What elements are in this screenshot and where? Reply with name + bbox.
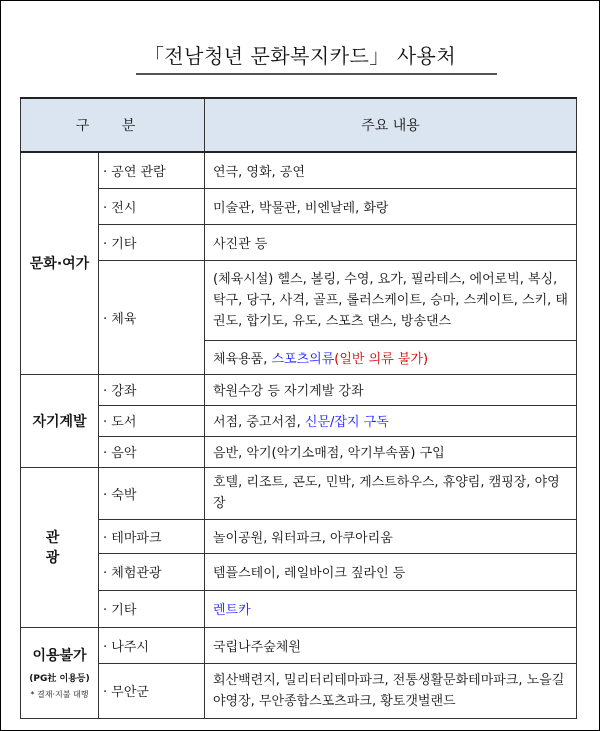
- subcategory: · 체험관광: [99, 553, 205, 590]
- content-cell: 국립나주숲체원: [205, 627, 577, 663]
- category-culture: 문화·여가: [21, 152, 99, 374]
- table-row: [21, 436, 577, 467]
- title-underline: [136, 73, 497, 75]
- subcategory: · 무안군: [99, 663, 205, 718]
- subcategory: · 전시: [99, 188, 205, 224]
- subcategory: · 나주시: [99, 627, 205, 663]
- table-row: [21, 260, 577, 340]
- table-header-row: [21, 98, 577, 152]
- category-selfdev: 자기계발: [21, 374, 99, 467]
- table-row: [21, 553, 577, 590]
- subcategory: · 도서: [99, 405, 205, 436]
- subcategory: · 기타: [99, 590, 205, 627]
- content-cell: 템플스테이, 레일바이크 짚라인 등: [205, 553, 577, 590]
- header-content: 주요 내용: [205, 98, 577, 152]
- content-cell: (체육시설) 헬스, 볼링, 수영, 요가, 필라테스, 에어로빅, 복싱, 탁구, 당구, 사격, 골프, 롤러스케이트, 승마, 스케이트, 스키, 태권도, 합기도, 유도, 스포츠 댄스, 방송댄스: [205, 260, 577, 340]
- subcategory: · 강좌: [99, 374, 205, 405]
- subcategory: · 음악: [99, 436, 205, 467]
- page-title: 「전남청년 문화복지카드」 사용처: [143, 44, 457, 68]
- table-row: [21, 188, 577, 224]
- subcategory: · 체육: [99, 260, 205, 374]
- category-restricted: 이용불가 (PG社 이용등) * 결재·지불 대행: [21, 627, 99, 718]
- table-row: [21, 590, 577, 627]
- content-cell: 서점, 중고서점, 신문/잡지 구독: [205, 405, 577, 436]
- venue-table: [20, 97, 577, 719]
- table-row: [21, 519, 577, 553]
- category-tourism: 관 광: [21, 467, 99, 627]
- content-cell: 놀이공원, 워터파크, 아쿠아리움: [205, 519, 577, 553]
- header-category: 구 분: [21, 98, 205, 152]
- subcategory: · 테마파크: [99, 519, 205, 553]
- content-cell: 호텔, 리조트, 콘도, 민박, 게스트하우스, 휴양림, 캠핑장, 야영장: [205, 467, 577, 519]
- table-row: [21, 152, 577, 188]
- content-cell: 체육용품, 스포츠의류(일반 의류 불가): [205, 340, 577, 374]
- subcategory: · 공연 관람: [99, 152, 205, 188]
- content-cell: 회산백련지, 밀리터리테마파크, 전통생활문화테마파크, 노을길야영장, 무안종합스포츠파크, 황토갯벌랜드: [205, 663, 577, 718]
- content-cell: 학원수강 등 자기계발 강좌: [205, 374, 577, 405]
- content-cell: 연극, 영화, 공연: [205, 152, 577, 188]
- table-row: [21, 663, 577, 718]
- table-row: [21, 224, 577, 260]
- content-cell: 사진관 등: [205, 224, 577, 260]
- content-cell: 렌트카: [205, 590, 577, 627]
- content-cell: 음반, 악기(악기소매점, 악기부속품) 구입: [205, 436, 577, 467]
- table-row: [21, 467, 577, 519]
- subcategory: · 기타: [99, 224, 205, 260]
- table-row: [21, 405, 577, 436]
- table-row: [21, 374, 577, 405]
- table-row: [21, 627, 577, 663]
- subcategory: · 숙박: [99, 467, 205, 519]
- content-cell: 미술관, 박물관, 비엔날레, 화랑: [205, 188, 577, 224]
